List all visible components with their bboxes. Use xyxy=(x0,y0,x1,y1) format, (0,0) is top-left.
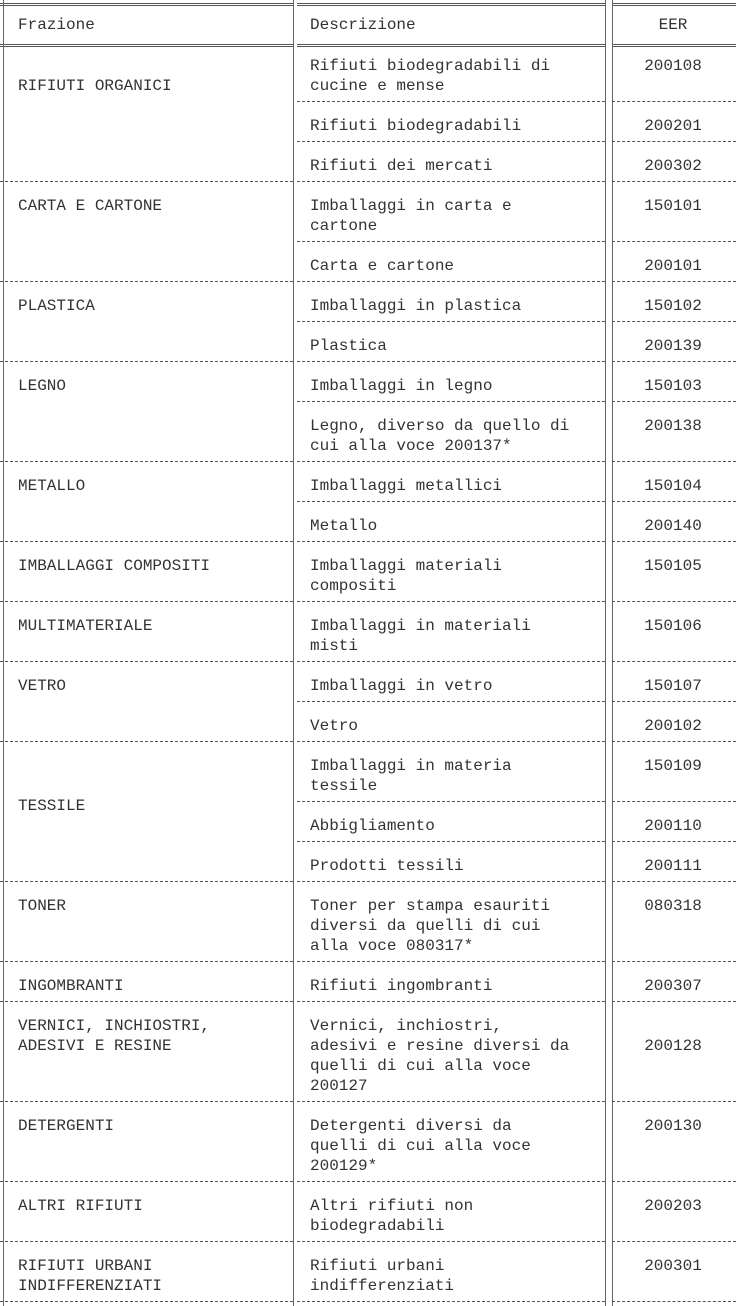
descrizione-text: cartone xyxy=(310,217,378,235)
descrizione-text: cui alla voce 200137* xyxy=(310,437,512,455)
row-rule xyxy=(297,1301,605,1302)
frazione-label: TONER xyxy=(18,897,67,915)
frazione-label: TESSILE xyxy=(18,797,86,815)
descrizione-text: Rifiuti ingombranti xyxy=(310,977,493,995)
row-rule xyxy=(297,321,605,322)
row-rule xyxy=(612,401,736,402)
descrizione-text: Abbigliamento xyxy=(310,817,435,835)
eer-code: 200110 xyxy=(644,817,702,835)
header-rule xyxy=(297,3,605,6)
row-rule xyxy=(297,281,605,282)
descrizione-text: indifferenziati xyxy=(310,1277,455,1295)
row-rule xyxy=(612,1101,736,1102)
header-eer: EER xyxy=(658,16,688,34)
row-rule xyxy=(297,501,605,502)
descrizione-text: Imballaggi in carta e xyxy=(310,197,512,215)
row-rule xyxy=(612,1181,736,1182)
descrizione-text: Imballaggi in legno xyxy=(310,377,493,395)
frazione-label: MULTIMATERIALE xyxy=(18,617,153,635)
row-rule xyxy=(297,461,605,462)
header-rule xyxy=(0,3,293,6)
row-rule xyxy=(297,881,605,882)
descrizione-text: 200127 xyxy=(310,1077,368,1095)
row-rule xyxy=(612,801,736,802)
descrizione-text: Plastica xyxy=(310,337,387,355)
column-divider xyxy=(605,0,606,1306)
eer-code: 200139 xyxy=(644,337,702,355)
eer-code: 200128 xyxy=(644,1037,702,1055)
frazione-label: INGOMBRANTI xyxy=(18,977,124,995)
eer-code: 200203 xyxy=(644,1197,702,1215)
header-rule xyxy=(297,44,605,47)
row-rule xyxy=(612,361,736,362)
descrizione-text: biodegradabili xyxy=(310,1217,445,1235)
row-rule xyxy=(297,1241,605,1242)
row-rule xyxy=(297,601,605,602)
row-rule xyxy=(0,461,293,462)
row-rule xyxy=(297,741,605,742)
eer-code: 150104 xyxy=(644,477,702,495)
row-rule xyxy=(612,881,736,882)
row-rule xyxy=(297,1101,605,1102)
eer-code: 200102 xyxy=(644,717,702,735)
row-rule xyxy=(612,181,736,182)
row-rule xyxy=(612,741,736,742)
row-rule xyxy=(612,1301,736,1302)
descrizione-text: Imballaggi in materiali xyxy=(310,617,531,635)
eer-code: 200138 xyxy=(644,417,702,435)
descrizione-text: Imballaggi in materia xyxy=(310,757,512,775)
descrizione-text: Imballaggi materiali xyxy=(310,557,503,575)
row-rule xyxy=(297,961,605,962)
row-rule xyxy=(0,661,293,662)
descrizione-text: Rifiuti biodegradabili di xyxy=(310,57,551,75)
frazione-label: VETRO xyxy=(18,677,67,695)
eer-code: 150103 xyxy=(644,377,702,395)
header-rule xyxy=(612,44,736,47)
row-rule xyxy=(297,841,605,842)
row-rule xyxy=(297,701,605,702)
eer-code: 150102 xyxy=(644,297,702,315)
row-rule xyxy=(612,101,736,102)
header-rule xyxy=(612,3,736,6)
row-rule xyxy=(612,541,736,542)
frazione-label: ALTRI RIFIUTI xyxy=(18,1197,143,1215)
descrizione-text: Imballaggi in vetro xyxy=(310,677,493,695)
eer-code: 150105 xyxy=(644,557,702,575)
row-rule xyxy=(612,661,736,662)
row-rule xyxy=(297,1001,605,1002)
row-rule xyxy=(0,181,293,182)
row-rule xyxy=(297,101,605,102)
eer-code: 150101 xyxy=(644,197,702,215)
descrizione-text: Imballaggi metallici xyxy=(310,477,503,495)
descrizione-text: 200129* xyxy=(310,1157,378,1175)
frazione-label: RIFIUTI ORGANICI xyxy=(18,77,172,95)
descrizione-text: Metallo xyxy=(310,517,378,535)
descrizione-text: Imballaggi in plastica xyxy=(310,297,522,315)
eer-code: 200101 xyxy=(644,257,702,275)
descrizione-text: quelli di cui alla voce xyxy=(310,1057,531,1075)
row-rule xyxy=(612,1001,736,1002)
row-rule xyxy=(0,1101,293,1102)
descrizione-text: tessile xyxy=(310,777,378,795)
frazione-label: IMBALLAGGI COMPOSITI xyxy=(18,557,211,575)
row-rule xyxy=(612,961,736,962)
row-rule xyxy=(0,1241,293,1242)
frazione-label: LEGNO xyxy=(18,377,67,395)
descrizione-text: Toner per stampa esauriti xyxy=(310,897,551,915)
descrizione-text: Legno, diverso da quello di xyxy=(310,417,570,435)
eer-code: 200201 xyxy=(644,117,702,135)
descrizione-text: Altri rifiuti non xyxy=(310,1197,474,1215)
descrizione-text: compositi xyxy=(310,577,397,595)
row-rule xyxy=(0,1001,293,1002)
descrizione-text: diversi da quelli di cui xyxy=(310,917,541,935)
descrizione-text: Vetro xyxy=(310,717,359,735)
eer-code: 200302 xyxy=(644,157,702,175)
eer-code: 150106 xyxy=(644,617,702,635)
row-rule xyxy=(612,461,736,462)
eer-code: 200307 xyxy=(644,977,702,995)
descrizione-text: quelli di cui alla voce xyxy=(310,1137,531,1155)
eer-code: 200111 xyxy=(644,857,702,875)
descrizione-text: misti xyxy=(310,637,359,655)
descrizione-text: Detergenti diversi da xyxy=(310,1117,512,1135)
row-rule xyxy=(297,1181,605,1182)
eer-code: 080318 xyxy=(644,897,702,915)
row-rule xyxy=(612,601,736,602)
descrizione-text: alla voce 080317* xyxy=(310,937,474,955)
descrizione-text: Vernici, inchiostri, xyxy=(310,1017,503,1035)
descrizione-text: Carta e cartone xyxy=(310,257,455,275)
eer-code: 200130 xyxy=(644,1117,702,1135)
frazione-label: VERNICI, INCHIOSTRI, xyxy=(18,1017,211,1035)
row-rule xyxy=(0,541,293,542)
column-divider xyxy=(3,0,4,1306)
row-rule xyxy=(297,541,605,542)
frazione-label: CARTA E CARTONE xyxy=(18,197,163,215)
row-rule xyxy=(0,601,293,602)
frazione-label: DETERGENTI xyxy=(18,1117,115,1135)
eer-code: 200140 xyxy=(644,517,702,535)
column-divider xyxy=(293,0,294,1306)
descrizione-text: cucine e mense xyxy=(310,77,445,95)
row-rule xyxy=(297,401,605,402)
row-rule xyxy=(297,241,605,242)
row-rule xyxy=(297,141,605,142)
row-rule xyxy=(297,181,605,182)
row-rule xyxy=(0,1181,293,1182)
frazione-label: PLASTICA xyxy=(18,297,95,315)
column-divider xyxy=(612,0,613,1306)
frazione-label: INDIFFERENZIATI xyxy=(18,1277,163,1295)
row-rule xyxy=(0,741,293,742)
row-rule xyxy=(612,281,736,282)
descrizione-text: adesivi e resine diversi da xyxy=(310,1037,570,1055)
descrizione-text: Rifiuti urbani xyxy=(310,1257,445,1275)
eer-code: 150109 xyxy=(644,757,702,775)
descrizione-text: Rifiuti biodegradabili xyxy=(310,117,522,135)
row-rule xyxy=(297,361,605,362)
row-rule xyxy=(0,361,293,362)
row-rule xyxy=(0,961,293,962)
row-rule xyxy=(612,321,736,322)
frazione-label: METALLO xyxy=(18,477,86,495)
header-descrizione: Descrizione xyxy=(310,16,416,34)
header-rule xyxy=(0,44,293,47)
row-rule xyxy=(612,841,736,842)
descrizione-text: Rifiuti dei mercati xyxy=(310,157,493,175)
row-rule xyxy=(297,661,605,662)
descrizione-text: Prodotti tessili xyxy=(310,857,464,875)
eer-code: 150107 xyxy=(644,677,702,695)
row-rule xyxy=(612,501,736,502)
row-rule xyxy=(612,141,736,142)
header-frazione: Frazione xyxy=(18,16,95,34)
row-rule xyxy=(612,701,736,702)
row-rule xyxy=(297,801,605,802)
row-rule xyxy=(0,881,293,882)
row-rule xyxy=(0,1301,293,1302)
frazione-label: RIFIUTI URBANI xyxy=(18,1257,153,1275)
row-rule xyxy=(612,1241,736,1242)
frazione-label: ADESIVI E RESINE xyxy=(18,1037,172,1055)
eer-code: 200301 xyxy=(644,1257,702,1275)
row-rule xyxy=(612,241,736,242)
row-rule xyxy=(0,281,293,282)
eer-code: 200108 xyxy=(644,57,702,75)
